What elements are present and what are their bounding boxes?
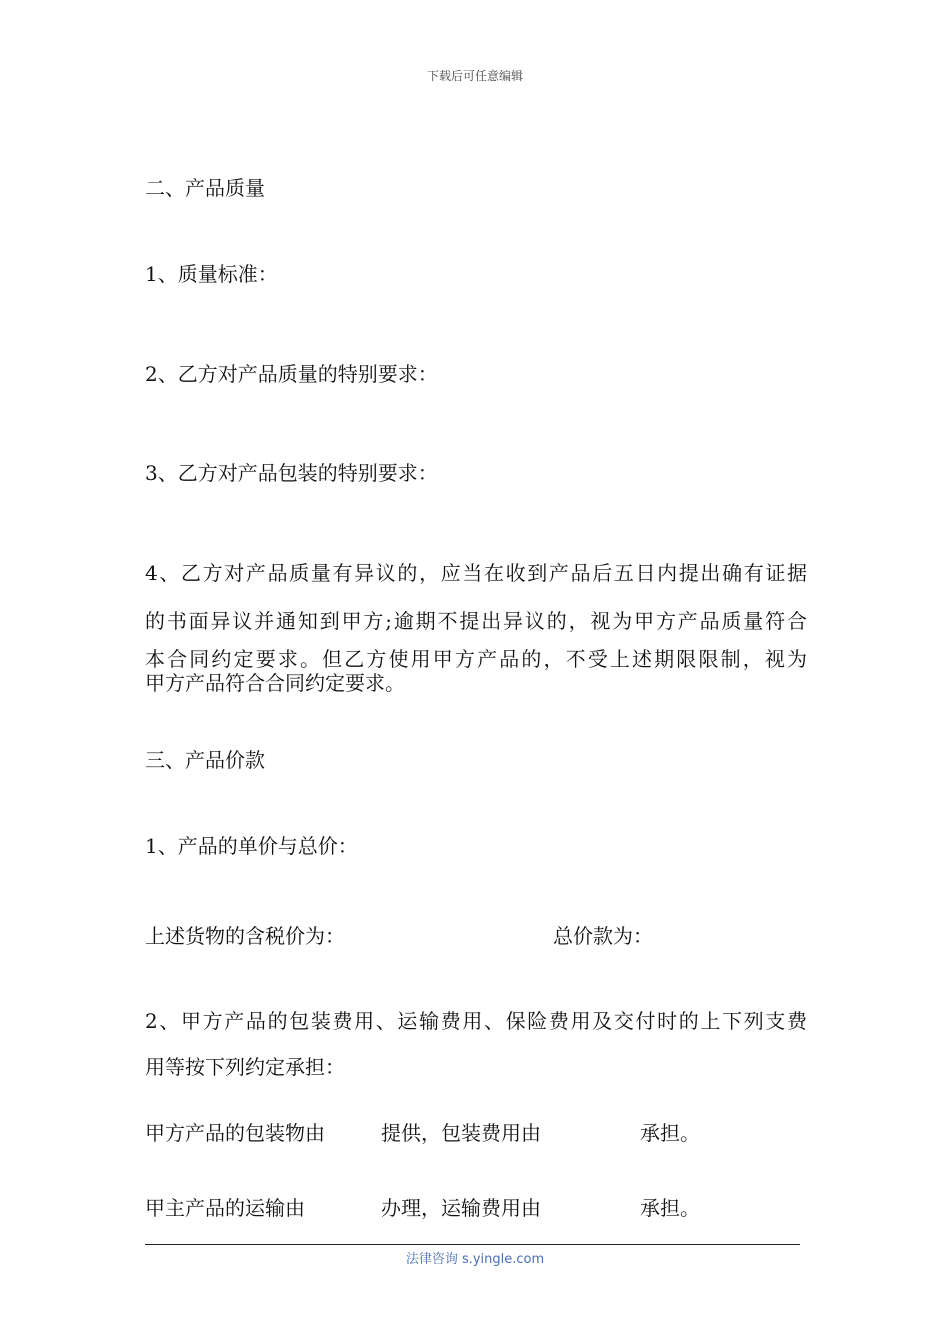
- clause-unit-and-total-price: 1、产品的单价与总价：: [145, 834, 358, 858]
- total-price-label: 总价款为：: [553, 924, 653, 948]
- clause-quality-special-requirements: 2、乙方对产品质量的特别要求：: [145, 362, 438, 386]
- shipping-fee-label: 办理，运输费用由: [381, 1196, 541, 1220]
- clause-quality-objection-line-1: 4、乙方对产品质量有异议的，应当在收到产品后五日内提出确有证据: [145, 561, 807, 585]
- section-heading-price: 三、产品价款: [145, 748, 265, 772]
- section-heading-quality: 二、产品质量: [145, 176, 265, 200]
- clause-quality-objection-line-4: 甲方产品符合合同约定要求。: [145, 671, 405, 695]
- footer-divider: [145, 1244, 800, 1245]
- clause-fee-allocation-line-1: 2、甲方产品的包装费用、运输费用、保险费用及交付时的上下列支费: [145, 1009, 807, 1033]
- packaging-fee-label: 提供，包装费用由: [381, 1121, 541, 1145]
- clause-fee-allocation: [145, 1009, 807, 1079]
- packaging-provider-label: 甲方产品的包装物由: [145, 1121, 325, 1145]
- footer-link[interactable]: 法律咨询 s.yingle.com: [405, 1252, 545, 1267]
- clause-quality-standard: 1、质量标准：: [145, 262, 278, 286]
- shipping-bear-label: 承担。: [640, 1196, 700, 1220]
- clause-quality-objection-line-3: 本合同约定要求。但乙方使用甲方产品的，不受上述期限限制，视为: [145, 647, 807, 671]
- packaging-bear-label: 承担。: [640, 1121, 700, 1145]
- page-header-note: 下载后可任意编辑: [426, 69, 523, 83]
- clause-quality-objection: [145, 561, 807, 695]
- clause-packaging-special-requirements: 3、乙方对产品包装的特别要求：: [145, 461, 438, 485]
- clause-fee-allocation-line-2: 用等按下列约定承担：: [145, 1055, 345, 1079]
- clause-quality-objection-line-2: 的书面异议并通知到甲方;逾期不提出异议的，视为甲方产品质量符合: [145, 609, 807, 633]
- tax-inclusive-price-label: 上述货物的含税价为：: [145, 924, 345, 948]
- shipping-provider-label: 甲主产品的运输由: [145, 1196, 305, 1220]
